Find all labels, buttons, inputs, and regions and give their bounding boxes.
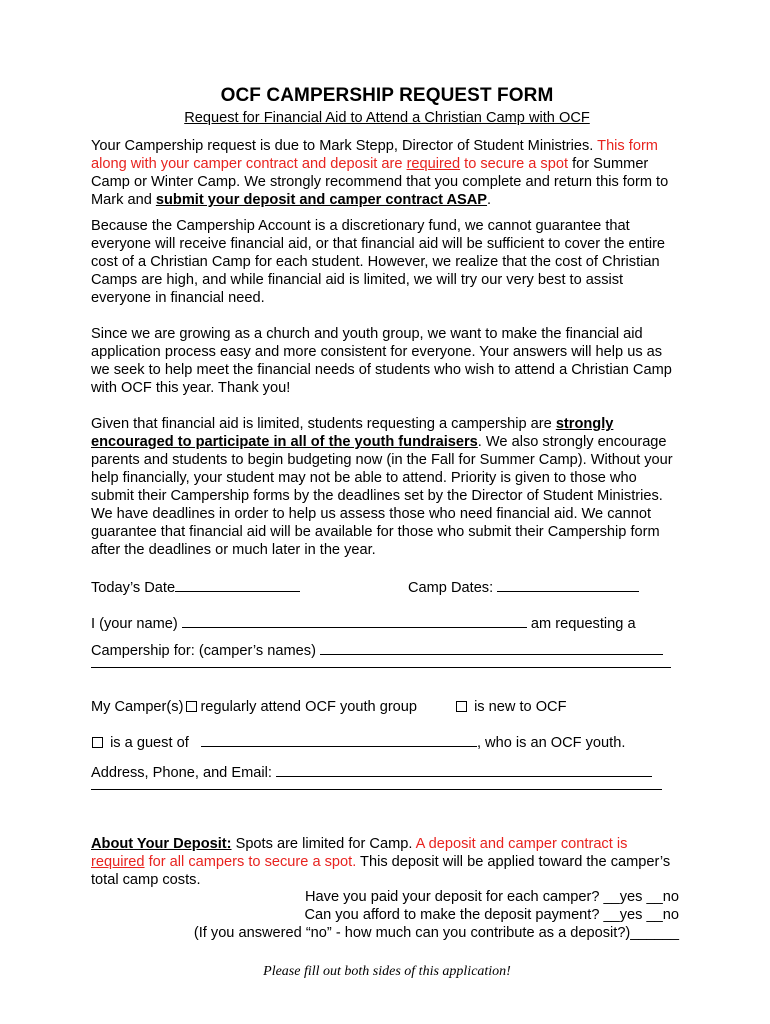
todays-date-input[interactable] [175,578,300,592]
form-fields [91,0,683,1024]
deposit-question-paid: Have you paid your deposit for each camper? __yes __no [305,889,679,905]
footer-note: Please fill out both sides of this application! [263,964,511,979]
deposit-question-contribute: (If you answered “no” - how much can you contribute as a deposit?)______ [193,925,679,941]
address-input[interactable] [276,763,652,777]
camper-names-continuation-line[interactable] [91,667,671,668]
deposit-paragraph: About Your Deposit: Spots are limited for Camp. A deposit and camper contract is required for all campers to secure a spot. This deposit will be applied toward the camper’s total camp costs. [91,836,671,888]
guest-of-row: is a guest of , who is an OCF youth. [91,733,625,752]
camper-names-input[interactable] [320,641,663,655]
address-field: Address, Phone, and Email: [91,763,652,782]
form-title: OCF CAMPERSHIP REQUEST FORM [220,85,554,106]
is-new-checkbox[interactable] [456,701,467,712]
is-new-row: is new to OCF [453,698,567,716]
guest-of-input[interactable] [201,733,477,747]
intro-paragraph: Your Campership request is due to Mark Stepp, Director of Student Ministries. This form along with your camper contract and deposit are required to secure a spot for Summer Camp or Winter Camp. We strongly recommend that you complete and return this form to Mark and submit your deposit and camper contract ASAP. [91,138,669,208]
fundraisers-paragraph: Given that financial aid is limited, students requesting a campership are strongly encouraged to participate in all of the youth fundraisers. We also strongly encourage parents and students to begin budgeting now (in the Fall for Summer Camp). Without your help financially, your student may not be able to attend. Priority is given to those who submit their Campership forms by the deadlines set by the Director of Student Ministries. We have deadlines in order to help us assess those who need financial aid. We cannot guarantee that financial aid will be available for those who submit their Campership form after the deadlines or much later in the year. [91,416,673,558]
regularly-attend-checkbox[interactable] [186,701,197,712]
growing-paragraph: Since we are growing as a church and youth group, we want to make the financial aid application process easy and more consistent for everyone. Your answers will help us as we seek to help meet the financial needs of students who wish to attend a Christian Camp with OCF this year. Thank you! [91,326,672,396]
camp-dates-input[interactable] [497,578,639,592]
form-subtitle: Request for Financial Aid to Attend a Christian Camp with OCF [184,110,590,126]
address-continuation-line[interactable] [91,789,662,790]
campership-for-field: Campership for: (camper’s names) [91,641,663,660]
is-guest-checkbox[interactable] [92,737,103,748]
your-name-input[interactable] [182,614,527,628]
todays-date-field: Today’s Date [91,578,300,597]
deposit-question-afford: Can you afford to make the deposit payment? __yes __no [304,907,679,923]
your-name-field: I (your name) am requesting a [91,616,636,632]
my-campers-row: My Camper(s) regularly attend OCF youth group [91,699,418,715]
camp-dates-field: Camp Dates: [408,578,639,597]
discretionary-paragraph: Because the Campership Account is a discretionary fund, we cannot guarantee that everyone will receive financial aid, or that financial aid will be sufficient to cover the entire cost of a Christian Camp for each student. However, we realize that the cost of Christian Camps are high, and while financial aid is limited, we will try our very best to assist everyone in financial need. [91,218,666,306]
